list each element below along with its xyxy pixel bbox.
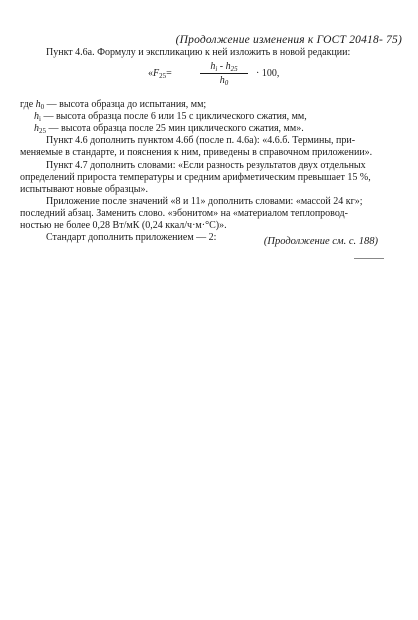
paragraph-4-6-line1: Пункт 4.6 дополнить пунктом 4.6б (после п. 4.6а): «4.6.б. Термины, при- xyxy=(46,135,356,146)
appendix-line2: последний абзац. Заменить слово. «эбонитом» на «материалом теплопровод- xyxy=(20,208,348,219)
where-hi: $h_i$ — высота образца после 6 или 15 с циклического сжатия, мм, xyxy=(34,111,307,123)
appendix-line4: Стандарт дополнить приложением — 2: xyxy=(46,232,217,243)
appendix-line1: Приложение после значений «8 и 11» дополнить словами: «массой 24 кг»; xyxy=(46,196,363,207)
paragraph-4-6a: Пункт 4.6а. Формулу и экспликацию к ней изложить в новой редакции: xyxy=(46,47,351,58)
where-h0: где $h_0$ — высота образца до испытания, мм; xyxy=(20,99,207,111)
appendix-line3: ностью не более 0,28 Вт/мК (0,24 ккал/ч·м·°С)». xyxy=(20,220,227,231)
paragraph-4-7-line3: испытывают новые образцы». xyxy=(20,184,148,195)
scan-mark xyxy=(354,258,384,259)
formula-numerator: $h_i - h_{25}$ xyxy=(210,61,238,73)
formula-fraction xyxy=(198,60,250,87)
paragraph-4-7-line2: определений прироста температуры и средним арифметическим превышает 15 %, xyxy=(20,172,371,183)
paragraph-4-6-line2: меняемые в стандарте, и пояснения к ним, приведены в справочном приложении». xyxy=(20,147,373,158)
continuation-footer: (Продолжение см. с. 188) xyxy=(263,236,378,247)
paragraph-4-7-line1: Пункт 4.7 дополнить словами: «Если разность результатов двух отдельных xyxy=(46,160,366,171)
where-h25: $h_{25}$ — высота образца после 25 мин циклического сжатия, мм». xyxy=(34,123,304,135)
formula-denominator: $h_0$ xyxy=(219,75,229,87)
continuation-header: (Продолжение изменения к ГОСТ 20418- 75) xyxy=(175,34,402,46)
formula-rhs: · 100, xyxy=(256,68,280,79)
formula xyxy=(148,60,348,94)
formula-lhs: «$F_{25}=$ xyxy=(148,68,172,80)
